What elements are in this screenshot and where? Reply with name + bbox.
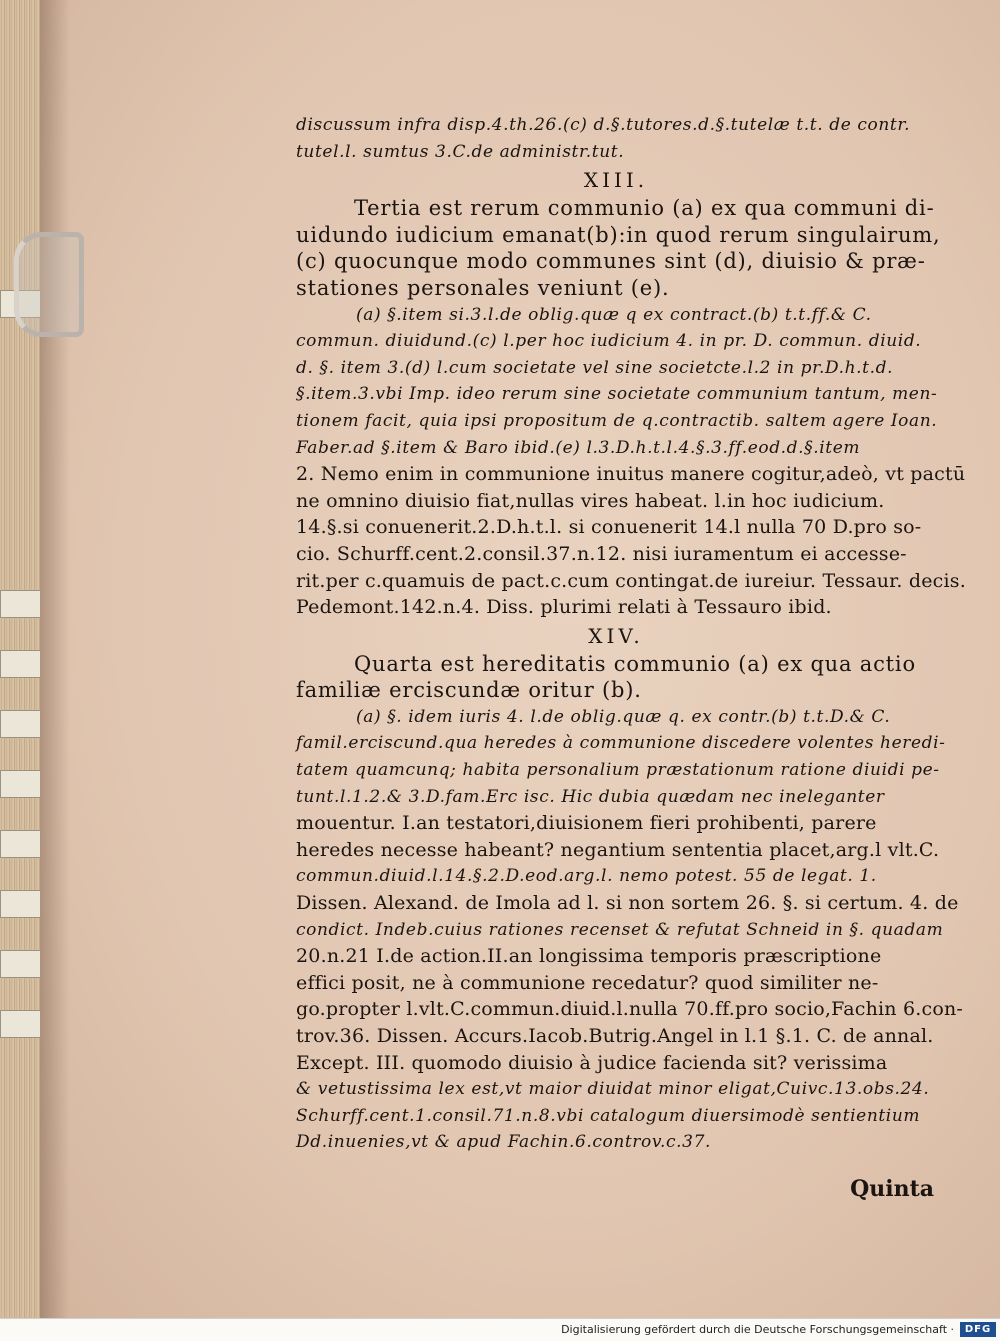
text-line: Schurff.cent.1.consil.71.n.8.vbi catalogum diuersimodè sentientium: [296, 1105, 921, 1126]
text-line: (a) §.item si.3.l.de oblig.quæ q ex contract.(b) t.t.ff.& C.: [356, 304, 872, 325]
text-line: tutel.l. sumtus 3.C.de administr.tut.: [296, 141, 625, 162]
text-line: ne omnino diuisio fiat,nullas vires habeat. l.in hoc iudicium.: [296, 489, 885, 512]
footer-credit: Digitalisierung gefördert durch die Deutsche Forschungsgemeinschaft ·: [561, 1323, 954, 1336]
footer-bar: [0, 1318, 1000, 1341]
text-line: rit.per c.quamuis de pact.c.cum contingat.de iureiur. Tessaur. decis.: [296, 569, 966, 592]
text-line: 14.§.si conuenerit.2.D.h.t.l. si conuenerit 14.l nulla 70 D.pro so-: [296, 516, 922, 539]
section-heading: XIV.: [588, 623, 644, 648]
text-line: tionem facit, quia ipsi propositum de q.contractib. saltem agere Ioan.: [296, 410, 938, 431]
text-line: Dd.inuenies,vt & apud Fachin.6.controv.c.37.: [296, 1132, 712, 1153]
text-line: 2. Nemo enim in communione inuitus manere cogitur,adeò, vt pactū: [296, 463, 966, 486]
text-line: 20.n.21 I.de action.II.an longissima temporis præscriptione: [296, 945, 882, 968]
text-line: Quarta est hereditatis communio (a) ex qua actio: [354, 651, 916, 676]
text-line: trov.36. Dissen. Accurs.Iacob.Butrig.Angel in l.1 §.1. C. de annal.: [296, 1025, 934, 1047]
text-line: condict. Indeb.cuius rationes recenset & refutat Schneid in §. quadam: [296, 919, 944, 940]
text-line: commun.diuid.l.14.§.2.D.eod.arg.l. nemo potest. 55 de legat. 1.: [296, 866, 877, 887]
text-line: effici posit, ne à communione recedatur? quod similiter ne-: [296, 971, 879, 994]
text-line: stationes personales veniunt (e).: [296, 275, 670, 300]
text-line: Tertia est rerum communio (a) ex qua communi di-: [354, 196, 935, 221]
text-line: familiæ erciscundæ oritur (b).: [296, 678, 642, 703]
text-line: cio. Schurff.cent.2.consil.37.n.12. nisi iuramentum ei accesse-: [296, 542, 907, 565]
section-heading: XIII.: [583, 168, 649, 193]
text-line: Dissen. Alexand. de Imola ad l. si non sortem 26. §. si certum. 4. de: [296, 892, 959, 915]
gutter-shadow: [40, 0, 70, 1318]
text-line: go.propter l.vlt.C.commun.diuid.l.nulla 70.ff.pro socio,Fachin 6.con-: [296, 998, 964, 1021]
text-line: famil.erciscund.qua heredes à communione discedere volentes heredi-: [296, 733, 946, 754]
text-line: tunt.l.1.2.& 3.D.fam.Erc isc. Hic dubia quædam nec ineleganter: [296, 786, 885, 807]
page-text: [296, 112, 966, 1156]
text-line: Faber.ad §.item & Baro ibid.(e) l.3.D.h.t.l.4.§.3.ff.eod.d.§.item: [296, 437, 861, 458]
catchword: Quinta: [850, 1176, 934, 1202]
text-line: heredes necesse habeant? negantium sententia placet,arg.l vlt.C.: [296, 838, 940, 861]
text-line: commun. diuidund.(c) l.per hoc iudicium 4. in pr. D. commun. diuid.: [296, 331, 922, 352]
text-line: tatem quamcunq; habita personalium præstationum ratione diuidi pe-: [296, 760, 940, 781]
text-line: discussum infra disp.4.th.26.(c) d.§.tutores.d.§.tutelæ t.t. de contr.: [296, 115, 911, 135]
text-line: Except. III. quomodo diuisio à judice facienda sit? verissima: [296, 1051, 888, 1074]
text-line: & vetustissima lex est,vt maior diuidat minor eligat,Cuivc.13.obs.24.: [296, 1079, 930, 1100]
text-line: (a) §. idem iuris 4. l.de oblig.quæ q. ex contr.(b) t.t.D.& C.: [356, 706, 891, 727]
text-line: d. §. item 3.(d) l.cum societate vel sine societcte.l.2 in pr.D.h.t.d.: [296, 357, 894, 378]
text-line: §.item.3.vbi Imp. ideo rerum sine societate communium tantum, men-: [296, 384, 938, 405]
text-line: uidundo iudicium emanat(b):in quod rerum singulairum,: [296, 222, 941, 247]
text-line: mouentur. I.an testatori,diuisionem fieri prohibenti, parere: [296, 812, 877, 835]
text-line: (c) quocunque modo communes sint (d), diuisio & præ-: [296, 249, 926, 274]
text-line: Pedemont.142.n.4. Diss. plurimi relati à Tessauro ibid.: [296, 596, 832, 619]
dfg-logo[interactable]: DFG: [960, 1322, 996, 1337]
paper-clip: [14, 232, 84, 337]
